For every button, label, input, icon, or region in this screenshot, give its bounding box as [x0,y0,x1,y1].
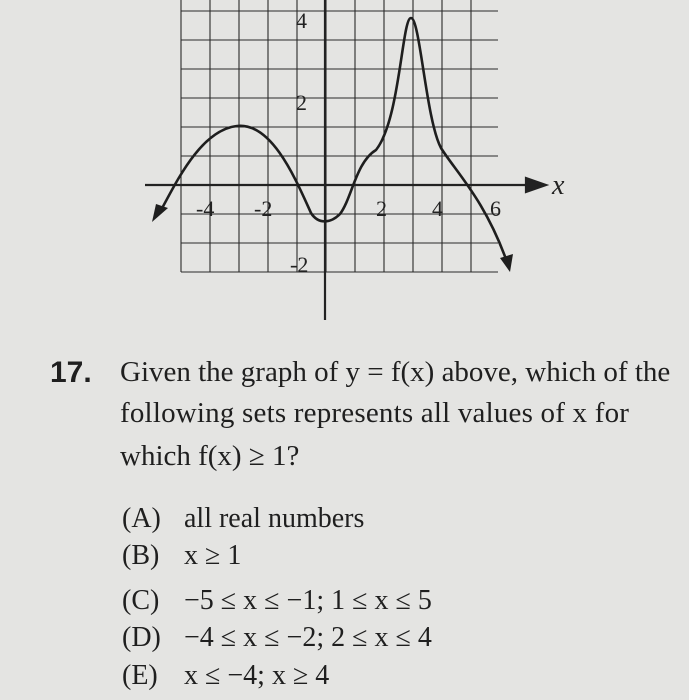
x-axis-arrow [526,178,546,192]
x-tick-4: 4 [432,196,443,221]
graph-grid [181,0,498,272]
x-tick-neg2: -2 [254,196,273,221]
choice-e[interactable] [122,660,329,692]
question-text-line-1: Given the graph of y = f(x) above, which of the [120,356,671,388]
choice-text: all real numbers [184,503,365,534]
x-tick-2: 2 [376,196,387,221]
choice-letter: (A) [122,503,161,534]
choice-letter: (C) [122,585,160,616]
choice-b[interactable] [122,540,241,572]
x-tick-6: 6 [490,196,501,221]
choice-letter: (B) [122,540,160,571]
choice-c[interactable] [122,585,432,617]
choice-d[interactable] [122,622,432,654]
curve-left-arrow [152,204,168,222]
choice-a[interactable] [122,503,364,535]
function-curve [160,18,507,262]
choice-text: −5 ≤ x ≤ −1; 1 ≤ x ≤ 5 [184,585,432,616]
choice-text: −4 ≤ x ≤ −2; 2 ≤ x ≤ 4 [184,622,432,653]
y-tick-4: 4 [296,8,307,33]
x-tick-neg4: -4 [196,196,215,221]
choice-text: x ≤ −4; x ≥ 4 [184,660,330,691]
function-graph [0,0,689,340]
choice-letter: (D) [122,622,161,653]
choice-text: x ≥ 1 [184,540,242,571]
question-text-line-3: which f(x) ≥ 1? [120,440,300,472]
question-text-line-2: following sets represents all values of x for [120,397,630,429]
choice-letter: (E) [122,660,158,691]
question-number: 17. [50,356,92,389]
curve-right-arrow [500,254,513,272]
y-tick-neg2: -2 [290,252,309,277]
x-axis-label: x [552,170,565,201]
y-tick-2: 2 [296,90,307,115]
